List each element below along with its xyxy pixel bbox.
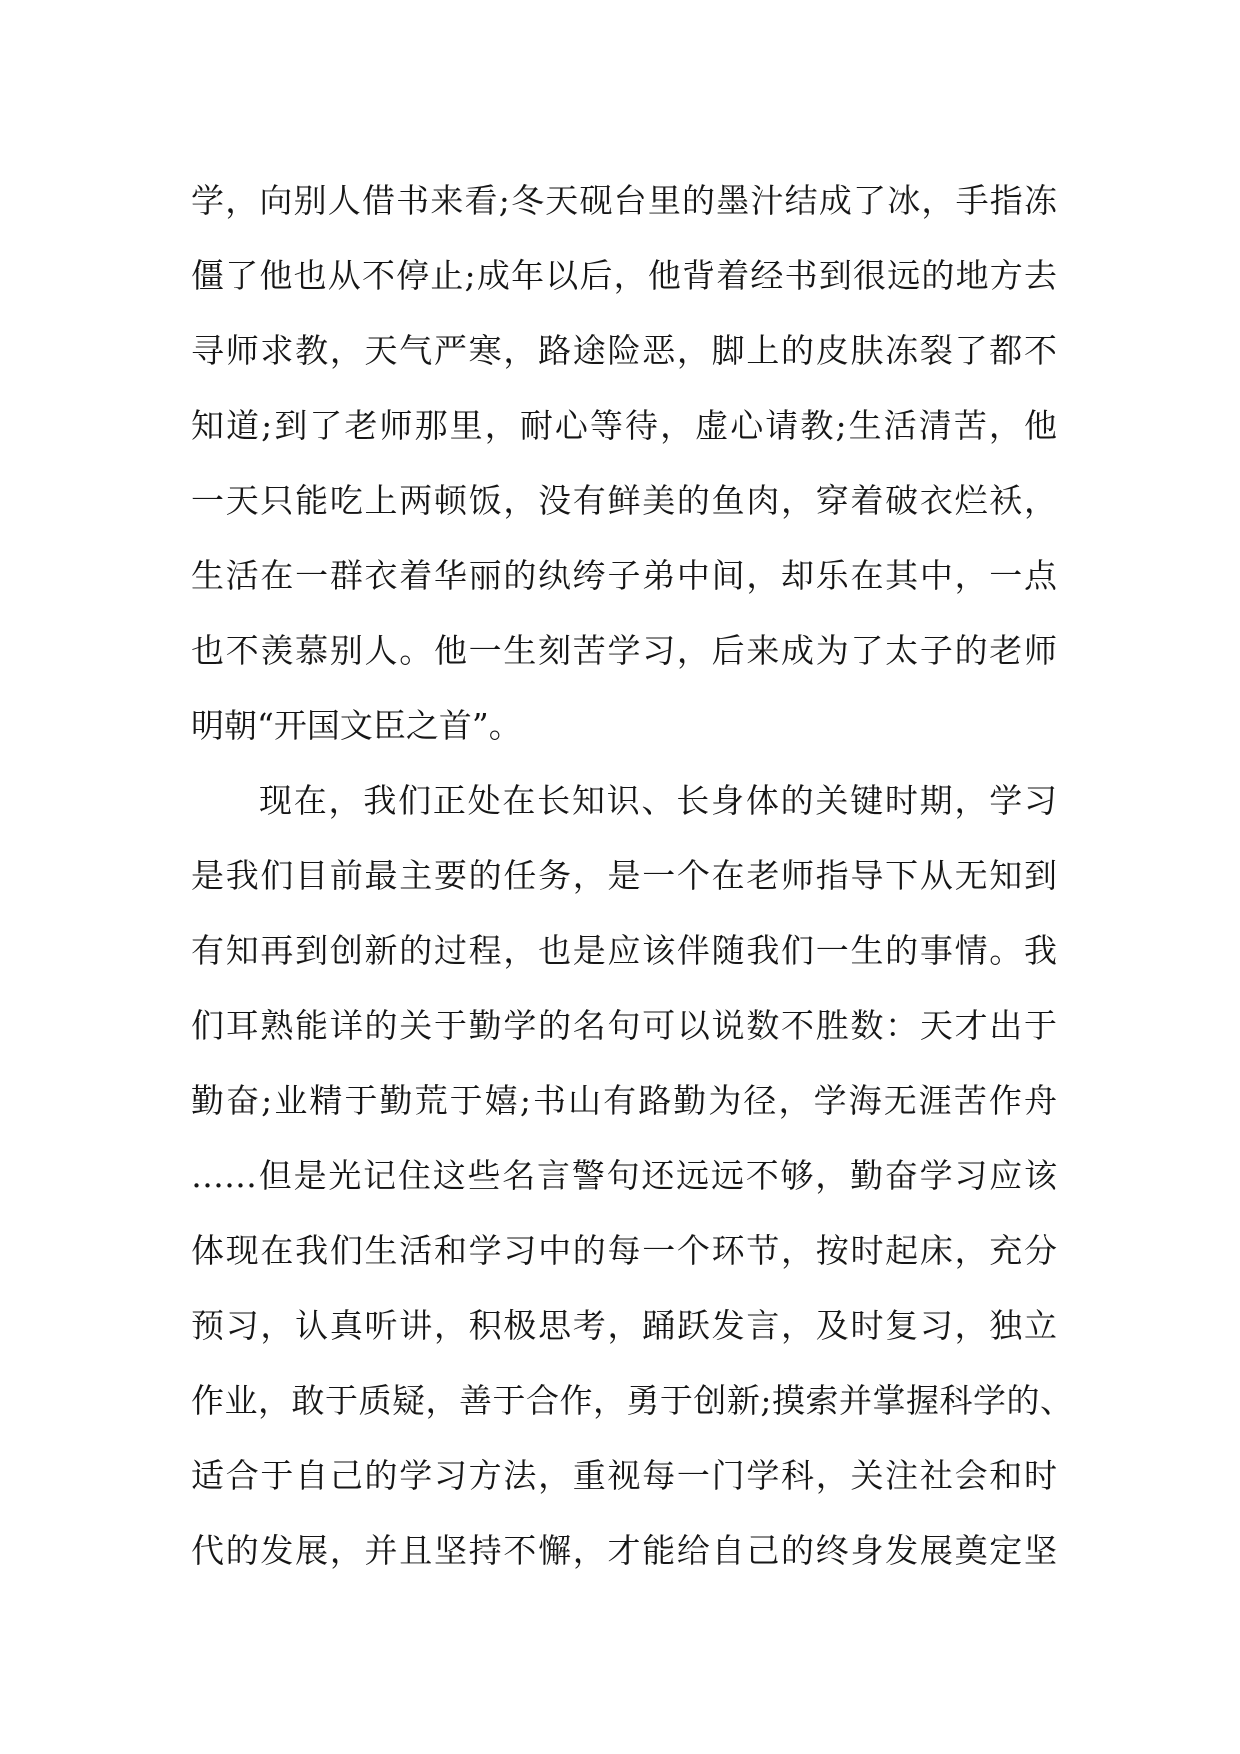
text-line: 一天只能吃上两顿饭，没有鲜美的鱼肉，穿着破衣烂袄， bbox=[191, 481, 1057, 520]
text-line: 也不羡慕别人。他一生刻苦学习，后来成为了太子的老师 bbox=[191, 631, 1057, 670]
text-line: 寻师求教，天气严寒，路途险恶，脚上的皮肤冻裂了都不 bbox=[191, 331, 1057, 370]
paragraph-2 bbox=[191, 763, 1073, 1588]
body-text bbox=[191, 163, 1073, 1588]
text-line: 勤奋;业精于勤荒于嬉;书山有路勤为径，学海无涯苦作舟 bbox=[191, 1081, 1057, 1120]
text-line: ……但是光记住这些名言警句还远远不够，勤奋学习应该 bbox=[191, 1156, 1057, 1195]
text-line: 体现在我们生活和学习中的每一个环节，按时起床，充分 bbox=[191, 1231, 1057, 1270]
text-line: 生活在一群衣着华丽的纨绔子弟中间，却乐在其中，一点 bbox=[191, 556, 1057, 595]
text-line: 们耳熟能详的关于勤学的名句可以说数不胜数：天才出于 bbox=[191, 1006, 1057, 1045]
text-line: 知道;到了老师那里，耐心等待，虚心请教;生活清苦，他 bbox=[191, 406, 1057, 445]
text-line: 适合于自己的学习方法，重视每一门学科，关注社会和时 bbox=[191, 1456, 1057, 1495]
paragraph-1 bbox=[191, 163, 1057, 763]
text-line: 作业，敢于质疑，善于合作，勇于创新;摸索并掌握科学的、 bbox=[191, 1381, 1073, 1420]
text-line: 代的发展，并且坚持不懈，才能给自己的终身发展奠定坚 bbox=[191, 1531, 1057, 1570]
text-line: 有知再到创新的过程，也是应该伴随我们一生的事情。我 bbox=[191, 931, 1057, 970]
text-line: 学，向别人借书来看;冬天砚台里的墨汁结成了冰，手指冻 bbox=[191, 181, 1057, 220]
text-line: 预习，认真听讲，积极思考，踊跃发言，及时复习，独立 bbox=[191, 1306, 1057, 1345]
text-line: 僵了他也从不停止;成年以后，他背着经书到很远的地方去 bbox=[191, 256, 1057, 295]
text-line: 是我们目前最主要的任务，是一个在老师指导下从无知到 bbox=[191, 856, 1057, 895]
text-line: 现在，我们正处在长知识、长身体的关键时期，学习 bbox=[259, 781, 1057, 820]
text-line: 明朝“开国文臣之首”。 bbox=[191, 706, 522, 745]
